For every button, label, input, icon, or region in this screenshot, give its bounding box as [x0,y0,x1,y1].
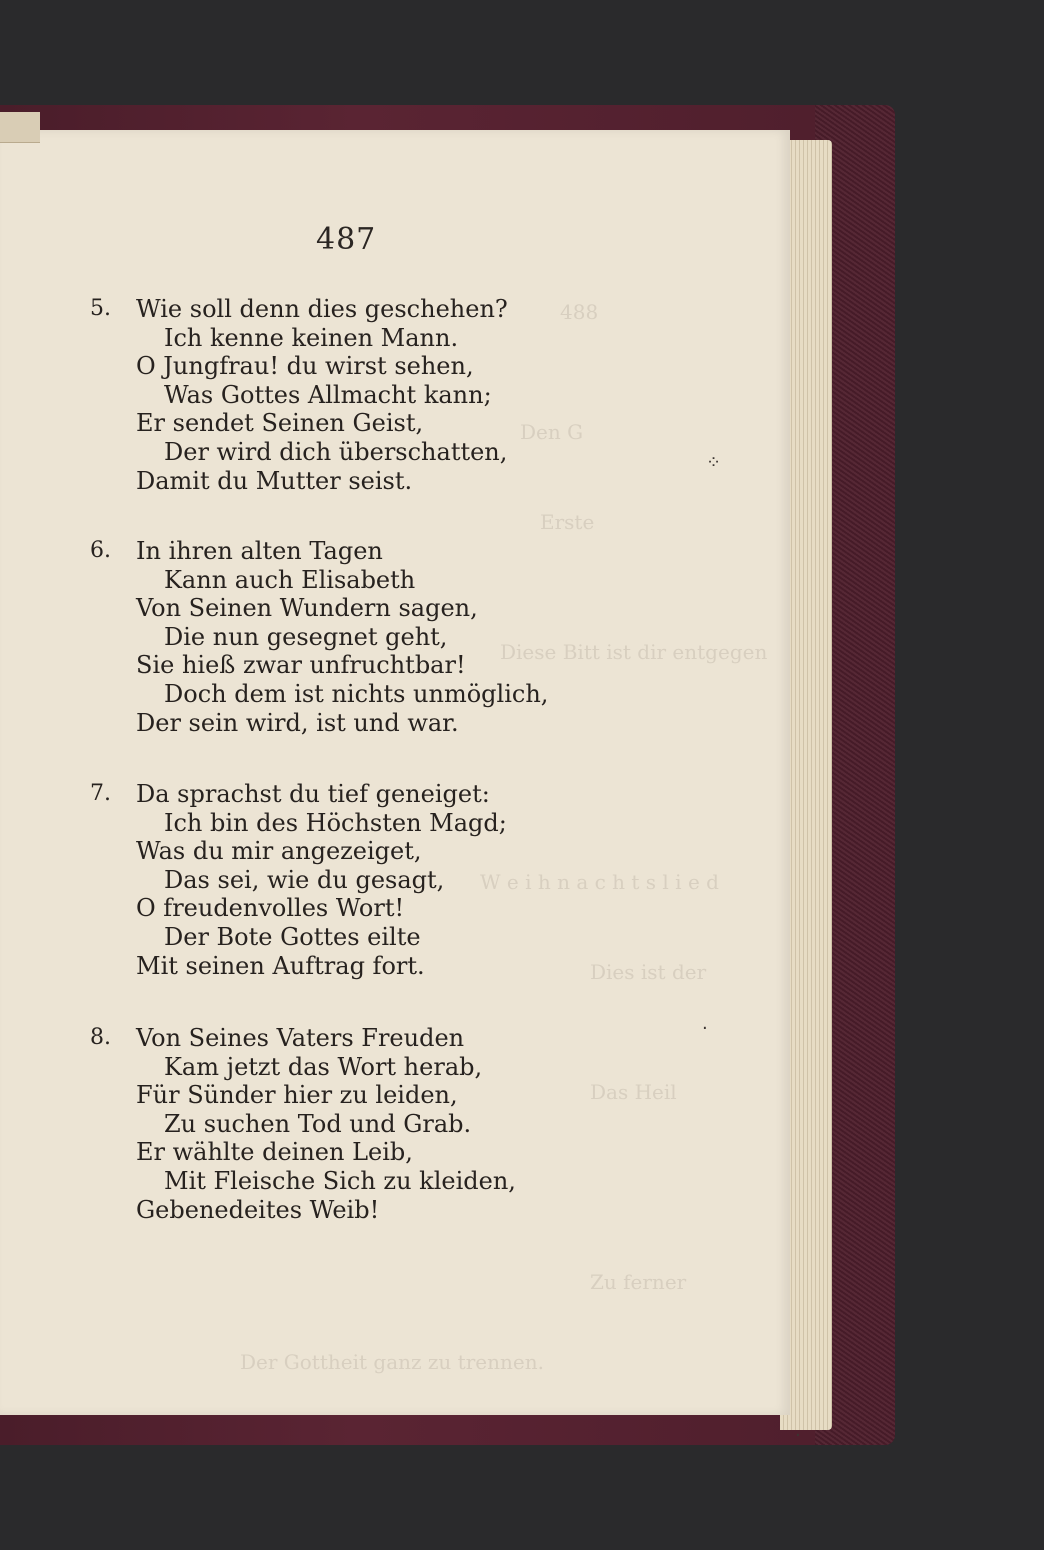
verse-line: Ich bin des Höchsten Magd; [164,808,507,837]
verse-line: Für Sünder hier zu leiden, [136,1081,458,1110]
verse-line: Der sein wird, ist und war. [136,708,459,737]
verse-line: Er sendet Seinen Geist, [136,409,424,438]
stanza-number: 7. [90,781,111,806]
verse-line: Doch dem ist nichts unmöglich, [164,679,549,708]
verse-line: Was Gottes Allmacht kann; [164,380,492,409]
verse-line: Von Seinen Wundern sagen, [136,594,478,623]
ink-speck: ⁘ [706,452,722,473]
ink-speck: · [795,1425,801,1446]
ink-speck: · [702,1018,708,1039]
stanza-8 [90,1024,516,1224]
verse-line: Da sprachst du tief geneiget: [136,780,490,808]
verse-line: Was du mir angezeiget, [136,837,422,866]
stanza-number: 5. [90,296,111,321]
verse-line: Der wird dich überschatten, [164,437,508,466]
verse-line: Von Seines Vaters Freuden [136,1024,465,1052]
verse-line: Mit Fleische Sich zu kleiden, [164,1166,516,1195]
verse-line: Das sei, wie du gesagt, [164,865,445,894]
verse-line: Zu suchen Tod und Grab. [164,1109,472,1138]
verse-line: Kam jetzt das Wort herab, [164,1052,483,1081]
verse-line: Die nun gesegnet geht, [164,622,448,651]
verse-line: Wie soll denn dies geschehen? [136,295,508,323]
verse-line: Damit du Mutter seist. [136,466,413,495]
page-number: 487 [316,222,377,257]
verse-line: Der Bote Gottes eilte [164,922,421,951]
verse-line: Sie hieß zwar unfruchtbar! [136,651,466,680]
verse-line: Gebenedeites Weib! [136,1195,380,1224]
show-through-text: 488 Den G Erste Diese Bitt ist dir entgegen W e i h n a c h t s l i e d Dies ist der Das Heil Zu ferner Der Gottheit ganz zu trennen. [240,300,768,1374]
stanza-6 [90,537,548,737]
verse-line: O Jungfrau! du wirst sehen, [136,352,474,381]
stanza-5 [90,295,508,495]
stanza-number: 8. [90,1025,111,1050]
verse-line: Kann auch Elisabeth [164,565,416,594]
verse-line: O freudenvolles Wort! [136,894,405,923]
stanza-number: 6. [90,538,111,563]
verse-line: In ihren alten Tagen [136,537,383,565]
page-spine-fold [0,112,40,143]
stanza-7 [90,780,507,980]
verse-line: Ich kenne keinen Mann. [164,323,459,352]
verse-line: Er wählte deinen Leib, [136,1138,413,1167]
verse-line: Mit seinen Auftrag fort. [136,951,425,980]
